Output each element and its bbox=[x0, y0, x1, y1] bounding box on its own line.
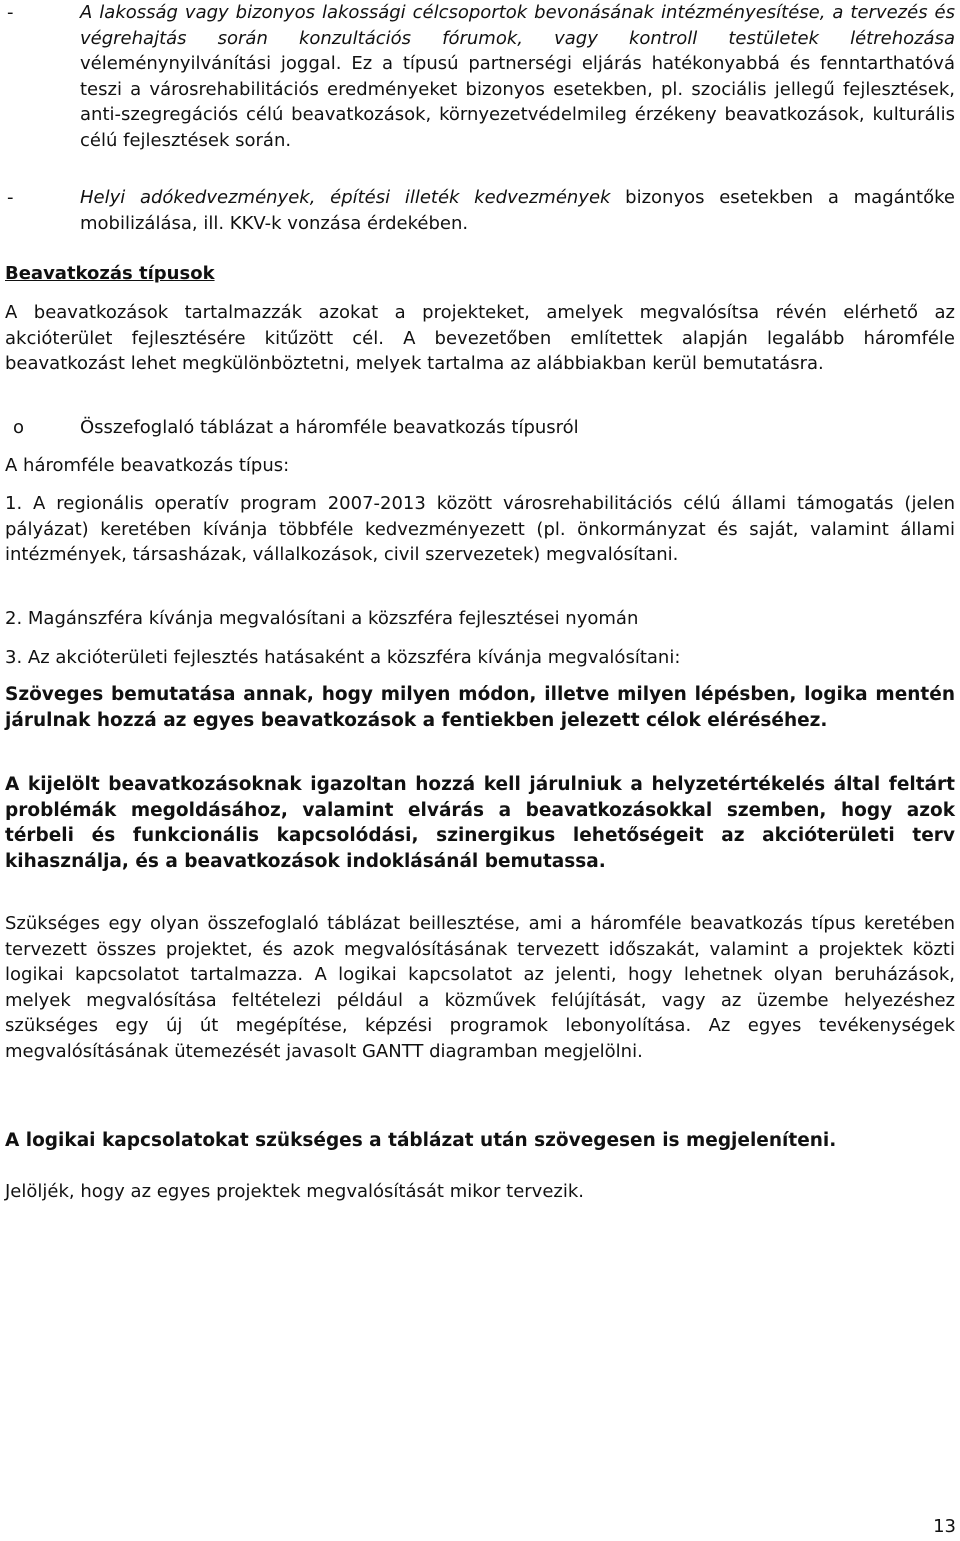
type-item-2: 2. Magánszféra kívánja megvalósítani a közszféra fejlesztései nyomán bbox=[5, 608, 639, 629]
page-number: 13 bbox=[933, 1516, 956, 1537]
bullet-rest: bizonyos esetekben a magántőke mobilizálása, ill. KKV-k vonzása érdekében. bbox=[80, 187, 955, 234]
section-heading: Beavatkozás típusok bbox=[5, 263, 215, 284]
bullet-dash: - bbox=[7, 2, 14, 23]
final-line: Jelöljék, hogy az egyes projektek megvalósítását mikor tervezik. bbox=[5, 1181, 584, 1202]
sub-bullet-text: Összefoglaló táblázat a háromféle beavatkozás típusról bbox=[80, 417, 579, 438]
type-item-1: 1. A regionális operatív program 2007-2013 között városrehabilitációs célú állami támogatás (jelen pályázat) keretében kívánja többféle kedvezményezett (pl. önkormányzat és saját, valamint állami intézmények, társasházak, vállalkozások, civil szervezetek) megvalósítani. bbox=[5, 493, 955, 565]
bullet-text bbox=[80, 185, 955, 236]
bullet-text bbox=[80, 0, 955, 153]
bullet-italic: A lakosság vagy bizonyos lakossági célcsoportok bevonásának intézményesítése, a tervezés és végrehajtás során konzultációs fórumok, vagy kontroll testületek létrehozása bbox=[80, 2, 955, 49]
logic-note: A logikai kapcsolatokat szükséges a táblázat után szövegesen is megjeleníteni. bbox=[5, 1130, 837, 1151]
types-label: A háromféle beavatkozás típus: bbox=[5, 455, 290, 476]
bullet-dash: - bbox=[7, 187, 14, 208]
sub-bullet-marker: o bbox=[13, 417, 25, 438]
bold-paragraph-2: A kijelölt beavatkozásoknak igazoltan hozzá kell járulniuk a helyzetértékelés által feltárt problémák megoldásához, valamint elvárás a beavatkozásokkal szemben, hogy azok térbeli és funkcionális kapcsolódási, szinergikus lehetőségeit az akcióterületi terv kihasználja, és a beavatkozások indoklásánál bemutassa. bbox=[5, 774, 955, 872]
intro-paragraph: A beavatkozások tartalmazzák azokat a projekteket, amelyek megvalósítsa révén elérhető az akcióterület fejlesztésére kitűzött cél. A bevezetőben említettek alapján legalább háromféle beavatkozást lehet megkülönböztetni, melyek tartalma az alábbiakban kerül bemutatásra. bbox=[5, 302, 955, 374]
type-item-3: 3. Az akcióterületi fejlesztés hatásaként a közszféra kívánja megvalósítani: bbox=[5, 647, 681, 668]
bold-paragraph-1: Szöveges bemutatása annak, hogy milyen módon, illetve milyen lépésben, logika mentén járulnak hozzá az egyes beavatkozások a fentiekben jelezett célok eléréséhez. bbox=[5, 684, 955, 731]
table-paragraph: Szükséges egy olyan összefoglaló táblázat beillesztése, ami a háromféle beavatkozás típus keretében tervezett összes projektet, és azok megvalósításának tervezett időszakát, valamint a projektek közti logikai kapcsolatot tartalmazza. A logikai kapcsolatot az jelenti, hogy lehetnek olyan beruházások, melyek megvalósítása feltételezi például a közművek felújítását, vagy az üzembe helyezéshez szükséges egy új út megépítése, képzési programok lebonyolítása. Az egyes tevékenységek megvalósításának ütemezését javasolt GANTT diagramban megjelölni. bbox=[5, 913, 955, 1062]
bullet-italic: Helyi adókedvezmények, építési illeték kedvezmények bbox=[80, 187, 611, 208]
bullet-rest: véleménynyilvánítási joggal. Ez a típusú partnerségi eljárás hatékonyabbá és fenntarthatóvá teszi a városrehabilitációs eredményeket bizonyos esetekben, pl. szociális jellegű fejlesztések, anti-szegregációs célú beavatkozások, környezetvédelmileg érzékeny beavatkozások, kulturális célú fejlesztések során. bbox=[80, 53, 955, 151]
